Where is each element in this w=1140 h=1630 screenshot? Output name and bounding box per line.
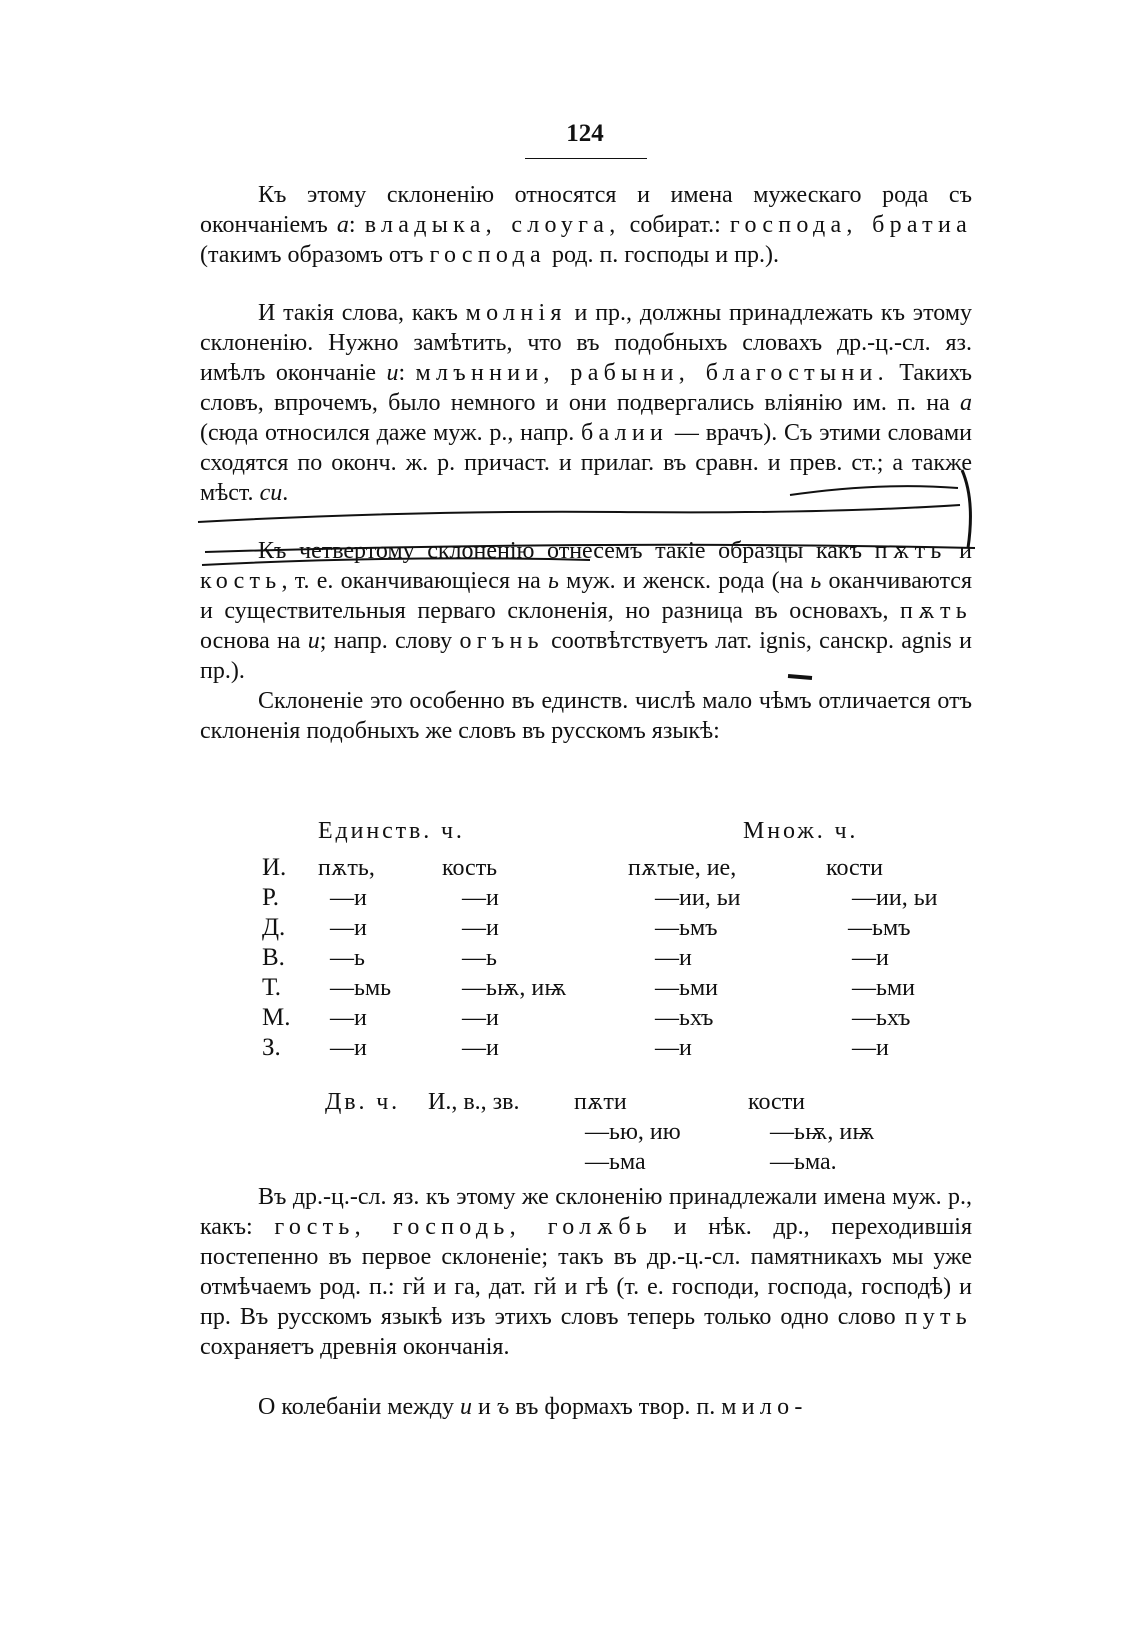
paragraph-4: Склоненіе это особенно въ единств. числѣ мало чѣмъ отличается отъ склоненія подобныхъ же словъ въ русскомъ языкѣ: [200,688,972,744]
plural-1: пѫтые, ие, [628,855,737,881]
paragraph-5 [200,1182,972,1362]
table-row [0,853,1140,883]
dual-col2-ending: —ьма. [770,1149,837,1175]
p2-text-f: млъннии, рабыни, благостыни. [415,360,889,386]
plural-1: —ьми [655,975,718,1001]
table-row [0,883,1140,913]
dual-col1-form: пѫти [574,1089,627,1115]
p6-text-d: ъ [496,1394,510,1420]
p3-text-a: Къ четвертому склоненію отнесемъ такіе образцы какъ [258,538,875,564]
table-header-plural: Множ. ч. [743,818,859,844]
p1-text-c: : [348,212,365,238]
plural-2: кости [826,855,884,881]
plural-2: —ьхъ [852,1005,911,1031]
singular-1: пѫть, [318,855,375,881]
p2-text-l: си [259,480,283,506]
p1-text-b: а [336,212,349,238]
p3-text-o: соотвѣтствуетъ лат. ignis, санскр. agnis и пр.). [200,628,972,684]
p6-text-a: О колебаніи между [258,1394,460,1420]
p5-text-b: гость, господь, голѫбь [274,1214,653,1240]
plural-1: —и [655,1035,692,1061]
paragraph-2 [200,298,972,508]
p5-text-c: и нѣк. др., переходившія постепенно въ первое склоненіе; такъ въ др.-ц.-сл. памятникахъ мы уже отмѣчаемъ род. п.: гй и га, дат. гй и гѣ (т. е. господи, господа, господѣ) и пр. Въ русскомъ языкѣ изъ этихъ словъ теперь только одно слово [200,1214,972,1330]
table-header-singular: Единств. ч. [318,818,465,844]
p3-text-j: пѫть [900,598,972,624]
p6-text-c: и [471,1394,497,1420]
p3-text-c: и [946,538,973,564]
singular-1: —и [330,915,367,941]
case-label: В. [262,944,285,971]
case-label: И. [262,854,287,881]
paragraph-1 [200,180,972,270]
p3-text-h: ь [810,568,822,594]
p1-text-f: господа, братиа [729,212,973,238]
table-row [0,913,1140,943]
p6-text-b: и [459,1394,472,1420]
page-number: 124 [566,120,604,147]
case-label: М. [262,1004,291,1031]
p1-text-i: род. п. господы и пр.). [545,242,779,268]
case-label: З. [262,1034,281,1061]
plural-1: —ьмъ [655,915,718,941]
p3-text-m: ; напр. слову [319,628,460,654]
table-row [0,1003,1140,1033]
plural-2: —и [852,1035,889,1061]
dual-col1-ending: —ьма [585,1149,646,1175]
plural-2: —ии, ьи [852,885,938,911]
p1-text-g: (такимъ образомъ отъ [200,242,430,268]
p3-text-n: огънь [459,628,544,654]
p2-text-g: Такихъ словъ, впрочемъ, было немного и они подвергались вліянію им. п. на [200,360,973,416]
p1-text-e: собират.: [620,212,730,238]
plural-2: —ьми [852,975,915,1001]
plural-1: —и [655,945,692,971]
case-label: Т. [262,974,282,1001]
dual-col2-ending: —ьѭ, иѭ [770,1119,875,1145]
dual-col1-ending: —ью, ию [585,1119,681,1145]
singular-2: —и [462,1005,499,1031]
singular-2: кость [442,855,498,881]
dual-col2-form: кости [748,1089,806,1115]
p1-text-a: Къ этому склоненію относятся и имена мужескаго рода съ окончаніемъ [200,182,972,238]
singular-2: —ь [462,945,497,971]
singular-2: —и [462,885,499,911]
p2-text-i: (сюда относился даже муж. р., напр. [200,420,581,446]
p2-text-a: И такія слова, какъ [258,300,466,326]
p3-text-i: оканчиваются и существительныя перваго склоненія, но разница въ основахъ, [200,568,972,624]
p2-text-e: : [398,360,416,386]
plural-1: —ьхъ [655,1005,714,1031]
p2-text-h: а [960,390,972,416]
p6-text-f: мило- [721,1394,808,1420]
p2-text-k: — врачъ). Съ этими словами сходятся по оконч. ж. р. причаст. и прилаг. въ сравн. и прев. ст.; а также мѣст. [200,420,972,506]
p5-text-d: путь [904,1304,972,1330]
p2-text-d: и [386,360,399,386]
table-row [0,943,1140,973]
paragraph-3 [200,536,972,686]
table-row [0,973,1140,1003]
case-label: Р. [262,884,280,911]
p1-text-d: владыка, слоуга, [364,212,621,238]
paragraph-6 [200,1392,972,1422]
plural-2: —ьмъ [848,915,911,941]
table-row [0,1033,1140,1063]
p2-text-j: балии [581,420,669,446]
p5-text-a: Въ др.-ц.-сл. яз. къ этому же склоненію принадлежали имена муж. р., какъ: [200,1184,972,1240]
page-number-rule [525,158,647,159]
singular-1: —и [330,1005,367,1031]
singular-1: —и [330,1035,367,1061]
singular-2: —ьѭ, иѭ [462,975,567,1001]
p3-text-e: , т. е. оканчивающіеся на [281,568,548,594]
dual-label: Дв. ч. [325,1089,401,1115]
dual-cases: И., в., зв. [428,1089,520,1115]
p3-text-f: ь [547,568,559,594]
p2-text-c: и пр., должны принадлежать къ этому склоненію. Нужно замѣтить, что въ подобныхъ словахъ др.-ц.-сл. яз. имѣлъ окончаніе [200,300,973,386]
singular-1: —ьмь [330,975,392,1001]
singular-1: —и [330,885,367,911]
p6-text-e: въ формахъ твор. п. [509,1394,722,1420]
singular-1: —ь [330,945,365,971]
plural-2: —и [852,945,889,971]
p3-text-b: пѫть [874,538,947,564]
p2-text-m: . [282,480,289,506]
singular-2: —и [462,915,499,941]
p3-text-k: основа на [200,628,308,654]
singular-2: —и [462,1035,499,1061]
case-label: Д. [262,914,286,941]
p1-text-h: господа [429,242,546,268]
p3-text-d: кость [200,568,282,594]
p3-text-g: муж. и женск. рода (на [558,568,811,594]
p3-text-l: и [307,628,320,654]
p2-text-b: молнія [465,300,567,326]
p5-text-e: сохраняетъ древнія окончанія. [200,1334,510,1360]
plural-1: —ии, ьи [655,885,741,911]
